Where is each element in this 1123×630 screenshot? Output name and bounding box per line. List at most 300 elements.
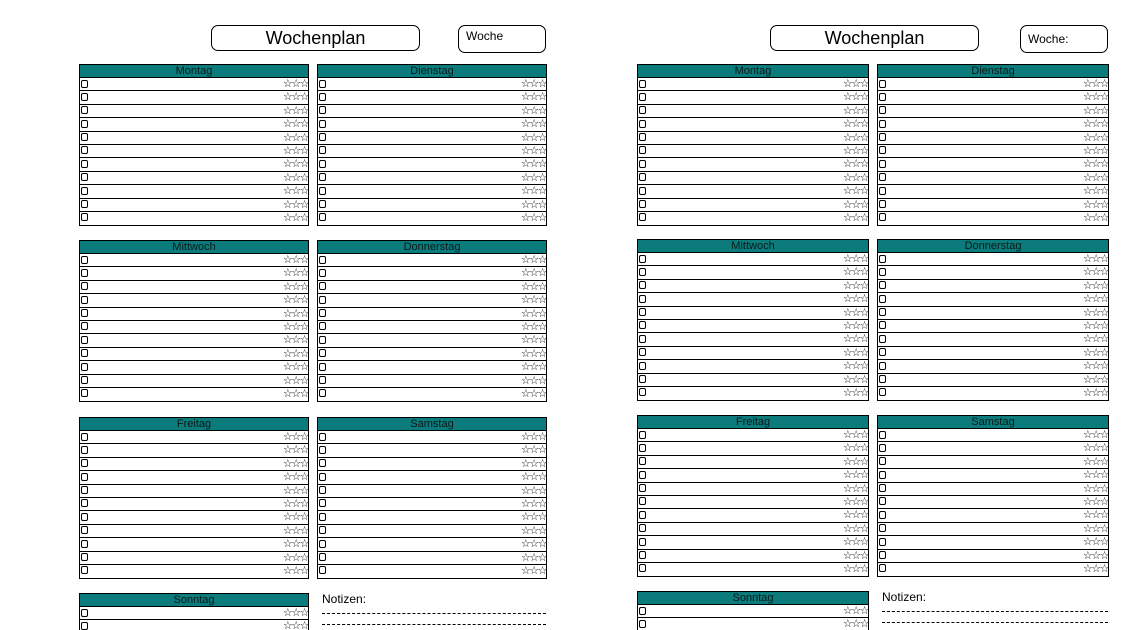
task-row[interactable] (318, 431, 546, 444)
priority-stars-icon[interactable]: ☆☆☆ (842, 305, 868, 319)
task-checkbox[interactable] (879, 200, 886, 208)
task-row[interactable] (80, 267, 308, 280)
task-checkbox[interactable] (319, 200, 326, 208)
priority-stars-icon[interactable]: ☆☆☆ (842, 292, 868, 306)
priority-stars-icon[interactable]: ☆☆☆ (282, 77, 308, 90)
task-row[interactable] (318, 281, 546, 294)
priority-stars-icon[interactable]: ☆☆☆ (520, 537, 546, 551)
priority-stars-icon[interactable]: ☆☆☆ (282, 90, 308, 104)
priority-stars-icon[interactable]: ☆☆☆ (520, 319, 546, 333)
priority-stars-icon[interactable]: ☆☆☆ (520, 386, 546, 400)
task-row[interactable] (318, 132, 546, 145)
task-row[interactable] (878, 118, 1108, 131)
task-row[interactable] (638, 618, 868, 630)
priority-stars-icon[interactable]: ☆☆☆ (520, 184, 546, 198)
priority-stars-icon[interactable]: ☆☆☆ (842, 535, 868, 549)
task-checkbox[interactable] (81, 609, 88, 617)
task-checkbox[interactable] (639, 80, 646, 88)
priority-stars-icon[interactable]: ☆☆☆ (282, 266, 308, 280)
task-row[interactable] (80, 254, 308, 267)
task-row[interactable] (878, 496, 1108, 509)
task-checkbox[interactable] (319, 173, 326, 181)
task-checkbox[interactable] (319, 459, 326, 467)
task-checkbox[interactable] (81, 363, 88, 371)
task-checkbox[interactable] (879, 551, 886, 559)
task-row[interactable] (318, 145, 546, 158)
task-checkbox[interactable] (879, 511, 886, 519)
task-checkbox[interactable] (639, 471, 646, 479)
task-row[interactable] (878, 442, 1108, 455)
priority-stars-icon[interactable]: ☆☆☆ (520, 563, 546, 577)
priority-stars-icon[interactable]: ☆☆☆ (520, 90, 546, 104)
priority-stars-icon[interactable]: ☆☆☆ (1082, 385, 1108, 399)
task-row[interactable] (878, 172, 1108, 185)
priority-stars-icon[interactable]: ☆☆☆ (282, 443, 308, 457)
priority-stars-icon[interactable]: ☆☆☆ (842, 210, 868, 224)
task-row[interactable] (318, 91, 546, 104)
task-row[interactable] (318, 334, 546, 347)
priority-stars-icon[interactable]: ☆☆☆ (1082, 372, 1108, 386)
task-checkbox[interactable] (639, 538, 646, 546)
priority-stars-icon[interactable]: ☆☆☆ (282, 210, 308, 224)
task-row[interactable] (80, 511, 308, 524)
task-checkbox[interactable] (639, 120, 646, 128)
task-checkbox[interactable] (879, 120, 886, 128)
priority-stars-icon[interactable]: ☆☆☆ (1082, 265, 1108, 279)
task-checkbox[interactable] (879, 187, 886, 195)
priority-stars-icon[interactable]: ☆☆☆ (842, 494, 868, 508)
task-row[interactable] (80, 281, 308, 294)
task-checkbox[interactable] (639, 133, 646, 141)
priority-stars-icon[interactable]: ☆☆☆ (1082, 535, 1108, 549)
task-checkbox[interactable] (639, 187, 646, 195)
task-checkbox[interactable] (319, 187, 326, 195)
task-row[interactable] (878, 145, 1108, 158)
task-checkbox[interactable] (639, 335, 646, 343)
priority-stars-icon[interactable]: ☆☆☆ (520, 143, 546, 157)
priority-stars-icon[interactable]: ☆☆☆ (282, 319, 308, 333)
task-checkbox[interactable] (81, 433, 88, 441)
priority-stars-icon[interactable]: ☆☆☆ (842, 143, 868, 157)
priority-stars-icon[interactable]: ☆☆☆ (842, 117, 868, 131)
task-checkbox[interactable] (81, 187, 88, 195)
task-checkbox[interactable] (81, 459, 88, 467)
task-row[interactable] (80, 485, 308, 498)
task-checkbox[interactable] (879, 444, 886, 452)
priority-stars-icon[interactable]: ☆☆☆ (282, 253, 308, 266)
task-row[interactable] (638, 496, 868, 509)
task-checkbox[interactable] (639, 524, 646, 532)
task-row[interactable] (318, 498, 546, 511)
priority-stars-icon[interactable]: ☆☆☆ (282, 157, 308, 171)
priority-stars-icon[interactable]: ☆☆☆ (842, 318, 868, 332)
task-checkbox[interactable] (81, 566, 88, 574)
task-checkbox[interactable] (319, 540, 326, 548)
task-checkbox[interactable] (639, 200, 646, 208)
priority-stars-icon[interactable]: ☆☆☆ (282, 293, 308, 307)
task-row[interactable] (878, 91, 1108, 104)
task-row[interactable] (80, 375, 308, 388)
priority-stars-icon[interactable]: ☆☆☆ (282, 184, 308, 198)
task-row[interactable] (878, 199, 1108, 212)
priority-stars-icon[interactable]: ☆☆☆ (520, 253, 546, 266)
task-row[interactable] (878, 563, 1108, 576)
task-checkbox[interactable] (81, 200, 88, 208)
task-row[interactable] (638, 78, 868, 91)
task-checkbox[interactable] (81, 80, 88, 88)
task-checkbox[interactable] (319, 120, 326, 128)
task-checkbox[interactable] (639, 268, 646, 276)
task-checkbox[interactable] (81, 446, 88, 454)
task-row[interactable] (638, 293, 868, 306)
priority-stars-icon[interactable]: ☆☆☆ (1082, 508, 1108, 522)
priority-stars-icon[interactable]: ☆☆☆ (520, 373, 546, 387)
priority-stars-icon[interactable]: ☆☆☆ (842, 90, 868, 104)
priority-stars-icon[interactable]: ☆☆☆ (282, 606, 308, 619)
task-checkbox[interactable] (319, 486, 326, 494)
priority-stars-icon[interactable]: ☆☆☆ (520, 306, 546, 320)
task-row[interactable] (878, 266, 1108, 279)
priority-stars-icon[interactable]: ☆☆☆ (1082, 197, 1108, 211)
task-row[interactable] (878, 523, 1108, 536)
priority-stars-icon[interactable]: ☆☆☆ (842, 103, 868, 117)
task-row[interactable] (318, 361, 546, 374)
task-row[interactable] (318, 254, 546, 267)
priority-stars-icon[interactable]: ☆☆☆ (842, 345, 868, 359)
priority-stars-icon[interactable]: ☆☆☆ (520, 483, 546, 497)
task-row[interactable] (318, 511, 546, 524)
priority-stars-icon[interactable]: ☆☆☆ (842, 548, 868, 562)
task-checkbox[interactable] (319, 363, 326, 371)
task-row[interactable] (638, 605, 868, 618)
task-checkbox[interactable] (319, 160, 326, 168)
task-row[interactable] (80, 308, 308, 321)
priority-stars-icon[interactable]: ☆☆☆ (1082, 481, 1108, 495)
task-checkbox[interactable] (81, 553, 88, 561)
week-field[interactable]: Woche (458, 25, 546, 53)
priority-stars-icon[interactable]: ☆☆☆ (282, 510, 308, 524)
task-row[interactable] (318, 118, 546, 131)
task-row[interactable] (638, 172, 868, 185)
task-checkbox[interactable] (639, 106, 646, 114)
priority-stars-icon[interactable]: ☆☆☆ (520, 523, 546, 537)
priority-stars-icon[interactable]: ☆☆☆ (842, 508, 868, 522)
task-row[interactable] (638, 118, 868, 131)
priority-stars-icon[interactable]: ☆☆☆ (282, 523, 308, 537)
priority-stars-icon[interactable]: ☆☆☆ (520, 360, 546, 374)
priority-stars-icon[interactable]: ☆☆☆ (842, 454, 868, 468)
task-row[interactable] (638, 429, 868, 442)
task-checkbox[interactable] (639, 348, 646, 356)
task-row[interactable] (638, 442, 868, 455)
task-row[interactable] (638, 374, 868, 387)
task-row[interactable] (638, 563, 868, 576)
task-row[interactable] (318, 538, 546, 551)
priority-stars-icon[interactable]: ☆☆☆ (842, 441, 868, 455)
task-row[interactable] (318, 375, 546, 388)
task-row[interactable] (878, 185, 1108, 198)
task-checkbox[interactable] (639, 173, 646, 181)
task-checkbox[interactable] (879, 133, 886, 141)
task-checkbox[interactable] (879, 362, 886, 370)
task-checkbox[interactable] (81, 269, 88, 277)
task-checkbox[interactable] (639, 146, 646, 154)
priority-stars-icon[interactable]: ☆☆☆ (842, 617, 868, 630)
priority-stars-icon[interactable]: ☆☆☆ (1082, 441, 1108, 455)
task-checkbox[interactable] (639, 457, 646, 465)
task-row[interactable] (80, 538, 308, 551)
priority-stars-icon[interactable]: ☆☆☆ (842, 428, 868, 441)
task-row[interactable] (878, 212, 1108, 225)
task-row[interactable] (80, 525, 308, 538)
priority-stars-icon[interactable]: ☆☆☆ (1082, 345, 1108, 359)
task-row[interactable] (878, 509, 1108, 522)
task-checkbox[interactable] (81, 256, 88, 264)
task-checkbox[interactable] (81, 322, 88, 330)
priority-stars-icon[interactable]: ☆☆☆ (282, 333, 308, 347)
task-checkbox[interactable] (81, 120, 88, 128)
priority-stars-icon[interactable]: ☆☆☆ (282, 483, 308, 497)
task-row[interactable] (638, 158, 868, 171)
task-row[interactable] (638, 360, 868, 373)
task-checkbox[interactable] (879, 375, 886, 383)
task-checkbox[interactable] (319, 80, 326, 88)
task-row[interactable] (80, 132, 308, 145)
task-row[interactable] (80, 145, 308, 158)
task-row[interactable] (80, 498, 308, 511)
task-checkbox[interactable] (639, 213, 646, 221)
priority-stars-icon[interactable]: ☆☆☆ (842, 170, 868, 184)
task-row[interactable] (80, 471, 308, 484)
task-checkbox[interactable] (81, 93, 88, 101)
task-checkbox[interactable] (879, 295, 886, 303)
priority-stars-icon[interactable]: ☆☆☆ (282, 563, 308, 577)
task-checkbox[interactable] (639, 484, 646, 492)
task-checkbox[interactable] (639, 431, 646, 439)
task-checkbox[interactable] (81, 336, 88, 344)
task-checkbox[interactable] (81, 486, 88, 494)
priority-stars-icon[interactable]: ☆☆☆ (1082, 428, 1108, 441)
week-field[interactable]: Woche: (1020, 25, 1108, 53)
task-checkbox[interactable] (81, 282, 88, 290)
task-checkbox[interactable] (319, 389, 326, 397)
priority-stars-icon[interactable]: ☆☆☆ (842, 372, 868, 386)
task-checkbox[interactable] (319, 499, 326, 507)
task-checkbox[interactable] (319, 106, 326, 114)
task-checkbox[interactable] (319, 296, 326, 304)
task-checkbox[interactable] (319, 269, 326, 277)
task-checkbox[interactable] (319, 282, 326, 290)
task-checkbox[interactable] (639, 295, 646, 303)
task-row[interactable] (318, 185, 546, 198)
priority-stars-icon[interactable]: ☆☆☆ (282, 360, 308, 374)
task-checkbox[interactable] (879, 106, 886, 114)
task-row[interactable] (80, 620, 308, 630)
task-checkbox[interactable] (879, 146, 886, 154)
task-row[interactable] (318, 172, 546, 185)
priority-stars-icon[interactable]: ☆☆☆ (520, 443, 546, 457)
task-row[interactable] (80, 105, 308, 118)
task-row[interactable] (878, 78, 1108, 91)
priority-stars-icon[interactable]: ☆☆☆ (842, 561, 868, 575)
priority-stars-icon[interactable]: ☆☆☆ (842, 604, 868, 617)
priority-stars-icon[interactable]: ☆☆☆ (520, 470, 546, 484)
priority-stars-icon[interactable]: ☆☆☆ (520, 496, 546, 510)
task-row[interactable] (80, 212, 308, 225)
task-checkbox[interactable] (879, 308, 886, 316)
notes-line[interactable] (882, 612, 1108, 623)
task-checkbox[interactable] (879, 431, 886, 439)
task-row[interactable] (638, 320, 868, 333)
priority-stars-icon[interactable]: ☆☆☆ (1082, 278, 1108, 292)
priority-stars-icon[interactable]: ☆☆☆ (282, 143, 308, 157)
task-checkbox[interactable] (319, 133, 326, 141)
priority-stars-icon[interactable]: ☆☆☆ (520, 279, 546, 293)
task-checkbox[interactable] (879, 281, 886, 289)
task-row[interactable] (318, 199, 546, 212)
priority-stars-icon[interactable]: ☆☆☆ (282, 496, 308, 510)
priority-stars-icon[interactable]: ☆☆☆ (282, 456, 308, 470)
priority-stars-icon[interactable]: ☆☆☆ (520, 510, 546, 524)
priority-stars-icon[interactable]: ☆☆☆ (1082, 548, 1108, 562)
task-checkbox[interactable] (879, 538, 886, 546)
priority-stars-icon[interactable]: ☆☆☆ (842, 278, 868, 292)
task-row[interactable] (80, 552, 308, 565)
priority-stars-icon[interactable]: ☆☆☆ (1082, 292, 1108, 306)
priority-stars-icon[interactable]: ☆☆☆ (1082, 318, 1108, 332)
task-checkbox[interactable] (639, 362, 646, 370)
priority-stars-icon[interactable]: ☆☆☆ (282, 373, 308, 387)
task-checkbox[interactable] (879, 471, 886, 479)
task-checkbox[interactable] (319, 433, 326, 441)
task-checkbox[interactable] (81, 540, 88, 548)
task-row[interactable] (638, 483, 868, 496)
task-row[interactable] (878, 469, 1108, 482)
task-checkbox[interactable] (879, 484, 886, 492)
task-checkbox[interactable] (639, 160, 646, 168)
task-row[interactable] (878, 360, 1108, 373)
task-row[interactable] (638, 280, 868, 293)
task-row[interactable] (638, 550, 868, 563)
task-checkbox[interactable] (81, 173, 88, 181)
task-checkbox[interactable] (639, 281, 646, 289)
priority-stars-icon[interactable]: ☆☆☆ (1082, 157, 1108, 171)
priority-stars-icon[interactable]: ☆☆☆ (1082, 77, 1108, 90)
priority-stars-icon[interactable]: ☆☆☆ (1082, 332, 1108, 346)
task-checkbox[interactable] (879, 213, 886, 221)
task-row[interactable] (80, 199, 308, 212)
priority-stars-icon[interactable]: ☆☆☆ (842, 468, 868, 482)
task-checkbox[interactable] (639, 93, 646, 101)
task-checkbox[interactable] (639, 321, 646, 329)
task-row[interactable] (80, 458, 308, 471)
priority-stars-icon[interactable]: ☆☆☆ (282, 537, 308, 551)
task-checkbox[interactable] (81, 513, 88, 521)
task-row[interactable] (318, 485, 546, 498)
task-checkbox[interactable] (81, 106, 88, 114)
task-checkbox[interactable] (319, 376, 326, 384)
task-row[interactable] (80, 334, 308, 347)
priority-stars-icon[interactable]: ☆☆☆ (842, 265, 868, 279)
task-checkbox[interactable] (319, 213, 326, 221)
priority-stars-icon[interactable]: ☆☆☆ (282, 619, 308, 630)
task-row[interactable] (80, 172, 308, 185)
task-row[interactable] (878, 293, 1108, 306)
task-row[interactable] (318, 308, 546, 321)
task-row[interactable] (638, 185, 868, 198)
task-checkbox[interactable] (319, 526, 326, 534)
task-checkbox[interactable] (81, 622, 88, 630)
task-checkbox[interactable] (81, 499, 88, 507)
task-row[interactable] (80, 294, 308, 307)
task-checkbox[interactable] (879, 564, 886, 572)
task-checkbox[interactable] (81, 349, 88, 357)
priority-stars-icon[interactable]: ☆☆☆ (520, 430, 546, 443)
task-row[interactable] (638, 91, 868, 104)
task-checkbox[interactable] (319, 256, 326, 264)
task-checkbox[interactable] (319, 93, 326, 101)
priority-stars-icon[interactable]: ☆☆☆ (1082, 252, 1108, 265)
task-row[interactable] (878, 158, 1108, 171)
task-checkbox[interactable] (81, 309, 88, 317)
task-checkbox[interactable] (319, 473, 326, 481)
priority-stars-icon[interactable]: ☆☆☆ (842, 197, 868, 211)
priority-stars-icon[interactable]: ☆☆☆ (1082, 184, 1108, 198)
priority-stars-icon[interactable]: ☆☆☆ (520, 550, 546, 564)
priority-stars-icon[interactable]: ☆☆☆ (282, 117, 308, 131)
task-checkbox[interactable] (879, 524, 886, 532)
task-row[interactable] (638, 456, 868, 469)
task-checkbox[interactable] (639, 308, 646, 316)
task-checkbox[interactable] (319, 349, 326, 357)
priority-stars-icon[interactable]: ☆☆☆ (842, 521, 868, 535)
priority-stars-icon[interactable]: ☆☆☆ (1082, 494, 1108, 508)
task-checkbox[interactable] (319, 446, 326, 454)
priority-stars-icon[interactable]: ☆☆☆ (1082, 561, 1108, 575)
task-checkbox[interactable] (879, 255, 886, 263)
task-row[interactable] (318, 552, 546, 565)
priority-stars-icon[interactable]: ☆☆☆ (842, 252, 868, 265)
task-checkbox[interactable] (639, 497, 646, 505)
priority-stars-icon[interactable]: ☆☆☆ (1082, 210, 1108, 224)
priority-stars-icon[interactable]: ☆☆☆ (1082, 521, 1108, 535)
task-row[interactable] (878, 387, 1108, 400)
priority-stars-icon[interactable]: ☆☆☆ (842, 481, 868, 495)
task-checkbox[interactable] (639, 620, 646, 628)
task-checkbox[interactable] (81, 133, 88, 141)
priority-stars-icon[interactable]: ☆☆☆ (1082, 454, 1108, 468)
task-row[interactable] (80, 607, 308, 620)
task-row[interactable] (80, 321, 308, 334)
task-row[interactable] (638, 253, 868, 266)
task-checkbox[interactable] (81, 213, 88, 221)
task-checkbox[interactable] (639, 511, 646, 519)
task-row[interactable] (80, 118, 308, 131)
priority-stars-icon[interactable]: ☆☆☆ (282, 386, 308, 400)
priority-stars-icon[interactable]: ☆☆☆ (1082, 143, 1108, 157)
task-row[interactable] (878, 320, 1108, 333)
task-checkbox[interactable] (81, 296, 88, 304)
priority-stars-icon[interactable]: ☆☆☆ (520, 456, 546, 470)
task-checkbox[interactable] (81, 160, 88, 168)
task-checkbox[interactable] (319, 336, 326, 344)
task-row[interactable] (638, 469, 868, 482)
task-row[interactable] (318, 471, 546, 484)
task-row[interactable] (318, 444, 546, 457)
task-checkbox[interactable] (319, 566, 326, 574)
notes-line[interactable] (322, 614, 546, 625)
task-row[interactable] (318, 458, 546, 471)
